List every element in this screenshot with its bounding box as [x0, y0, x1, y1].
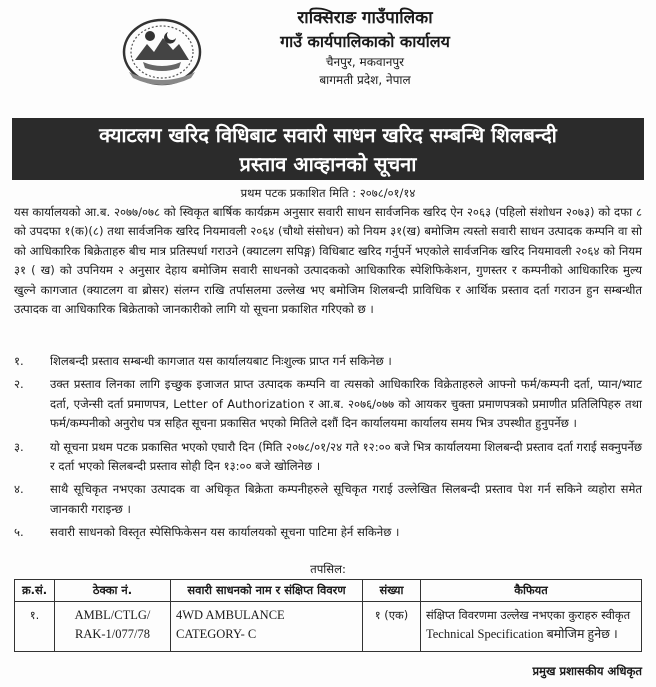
notice-title — [12, 118, 644, 180]
cell-contract — [55, 602, 171, 652]
list-item-number: ३. — [14, 439, 24, 454]
cell-vehicle-line2: CATEGORY- C — [176, 627, 257, 641]
list-item-text: साथै सूचिकृत नभएका उत्पादक वा अधिकृत बिक्रेता कम्पनीहरुले सूचिकृत गराई उल्लेखित सिलबन्दी प्रस्ताव पेश गर्न सकिने व्यहोरा समेत जानकारी गराइन्छ । — [50, 482, 642, 516]
col-header-quantity: संख्या — [363, 580, 421, 602]
cell-remarks — [421, 602, 642, 652]
conditions-list — [14, 352, 642, 547]
office-name: गाउँ कार्यपालिकाको कार्यालय — [280, 32, 450, 51]
col-header-sn: क्र.सं. — [15, 580, 55, 602]
published-date: प्रथम पटक प्रकाशित मिति : २०७८/०१/१४ — [240, 186, 416, 200]
cell-remarks-line2: Technical Specification बमोजिम हुनेछ । — [426, 627, 618, 641]
cell-remarks-line1: संक्षिप्त विवरणमा उल्लेख नभएका कुराहरु स्वीकृत — [426, 608, 631, 622]
signature-title: प्रमुख प्रशासकीय अधिकृत — [532, 664, 642, 678]
col-header-contract: ठेक्का नं. — [55, 580, 171, 602]
cell-sn: १. — [15, 602, 55, 652]
list-item-number: २. — [14, 377, 24, 392]
municipality-name: राक्सिराङ गाउँपालिका — [297, 8, 433, 28]
list-item — [14, 523, 642, 542]
table-row — [15, 602, 642, 652]
table-header-row — [15, 580, 642, 602]
list-item — [14, 375, 642, 433]
list-item-text: उक्त प्रस्ताव लिनका लागि इच्छुक इजाजत प्राप्त उत्पादक कम्पनि वा त्यसको आधिकारिक विक्रेताहरुले आफ्नो फर्म/कम्पनी दर्ता, प्यान/भ्याट दर्ता, एजेन्सी दर्ता प्रमाणपत्र, Letter of Authorization र आ.ब. २०७६/०७७ को आयकर चुक्ता प्रमाणपत्रको प्रमाणीत प्रतिलिपिहरु तथा फर्म/कम्पनीको अनुरोध पत्र सहित सूचना प्रकासित भएको मितिले दशौं दिन कार्यालयमा कार्यालय समय भित्र उपस्थीत हुनुपर्नेछ । — [50, 377, 642, 431]
nepal-government-emblem-icon — [121, 16, 203, 86]
list-item-text: यो सूचना प्रथम पटक प्रकासित भएको एघारौ दिन (मिति २०७८/०१/२४ गते १२:०० बजे भित्र कार्यालयमा शिलबन्दी प्रस्ताव दर्ता गराई सक्नुपर्नेछ र दर्ता भएको सिलबन्दी प्रस्ताव सोही दिन १३:०० बजे खोलिनेछ । — [50, 439, 642, 474]
cell-vehicle-line1: 4WD AMBULANCE — [176, 608, 285, 622]
list-item — [14, 352, 642, 371]
col-header-remarks: कैफियत — [421, 580, 642, 602]
notice-title-line2: प्रस्ताव आव्हानको सूचना — [239, 152, 417, 176]
office-address: चैनपुर, मकवानपुर — [325, 55, 405, 69]
list-item-text: शिलबन्दी प्रस्ताव सम्बन्धी कागजात यस कार्यालयबाट निःशुल्क प्राप्त गर्न सकिनेछ । — [50, 354, 392, 368]
notice-title-line1: क्याटलग खरिद विधिबाट सवारी साधन खरिद सम्बन्धि शिलबन्दी — [99, 123, 557, 147]
cell-quantity: १ (एक) — [363, 602, 421, 652]
col-header-vehicle: सवारी साधनको नाम र संक्षिप्त विवरण — [171, 580, 363, 602]
list-item-number: ४. — [14, 482, 24, 497]
list-item-number: १. — [14, 354, 24, 368]
office-province: बागमती प्रदेश, नेपाल — [319, 73, 411, 87]
annex-heading: तपसिल: — [310, 562, 346, 576]
list-item — [14, 480, 642, 519]
intro-paragraph: यस कार्यालयको आ.ब. २०७७/०७८ को स्विकृत बार्षिक कार्यक्रम अनुसार सवारी साधन सार्वजनिक खरिद ऐन २०६३ (पहिलो संशोधन २०७३) को दफा ८ को उपदफा १(क)(८) तथा सार्वजनिक खरिद नियमावली २०६४ (चौथो संसोधन) को नियम ३१(ख) बमोजिम त्यस्तो सवारी साधन उत्पादक कम्पनि वा सो को आधिकारिक बिक्रेताहरु बीच मात्र प्रतिस्पर्धा गराउने (क्याटलग सपिङ्ग) विधिबाट खरिद गर्नुपर्ने भएकोले सार्वजनिक खरिद नियमावली २०६४ को नियम ३१ ( ख) को उपनियम २ अनुसार देहाय बमोजिम सवारी साधनको उत्पादकको आधिकारिक स्पेशिफिकेशन, गुणस्तर र कम्पनीको आधिकारिक मुल्य खुल्ने कागजात (क्याटलग वा ब्रोसर) संलग्न राखि तर्पासलमा उल्लेख भए बमोजिम शिलबन्दी प्राविधिक र आर्थिक प्रस्ताव दर्ता गराउन हुन सम्बन्धीत उत्पादक वा आधिकारिक बिक्रेताको जानकारीको लागि यो सूचना प्रकाशित गरिएको छ । — [14, 205, 642, 317]
office-header — [210, 6, 520, 89]
details-table — [14, 579, 642, 652]
cell-contract-line2: RAK-1/077/78 — [75, 627, 150, 641]
cell-contract-line1: AMBL/CTLG/ — [74, 608, 151, 622]
list-item — [14, 438, 642, 477]
list-item-text: सवारी साधनको विस्तृत स्पेसिफिकेसन यस कार्यालयको सूचना पाटिमा हेर्न सकिनेछ । — [50, 525, 400, 540]
cell-vehicle — [171, 602, 363, 652]
list-item-number: ५. — [14, 525, 24, 540]
